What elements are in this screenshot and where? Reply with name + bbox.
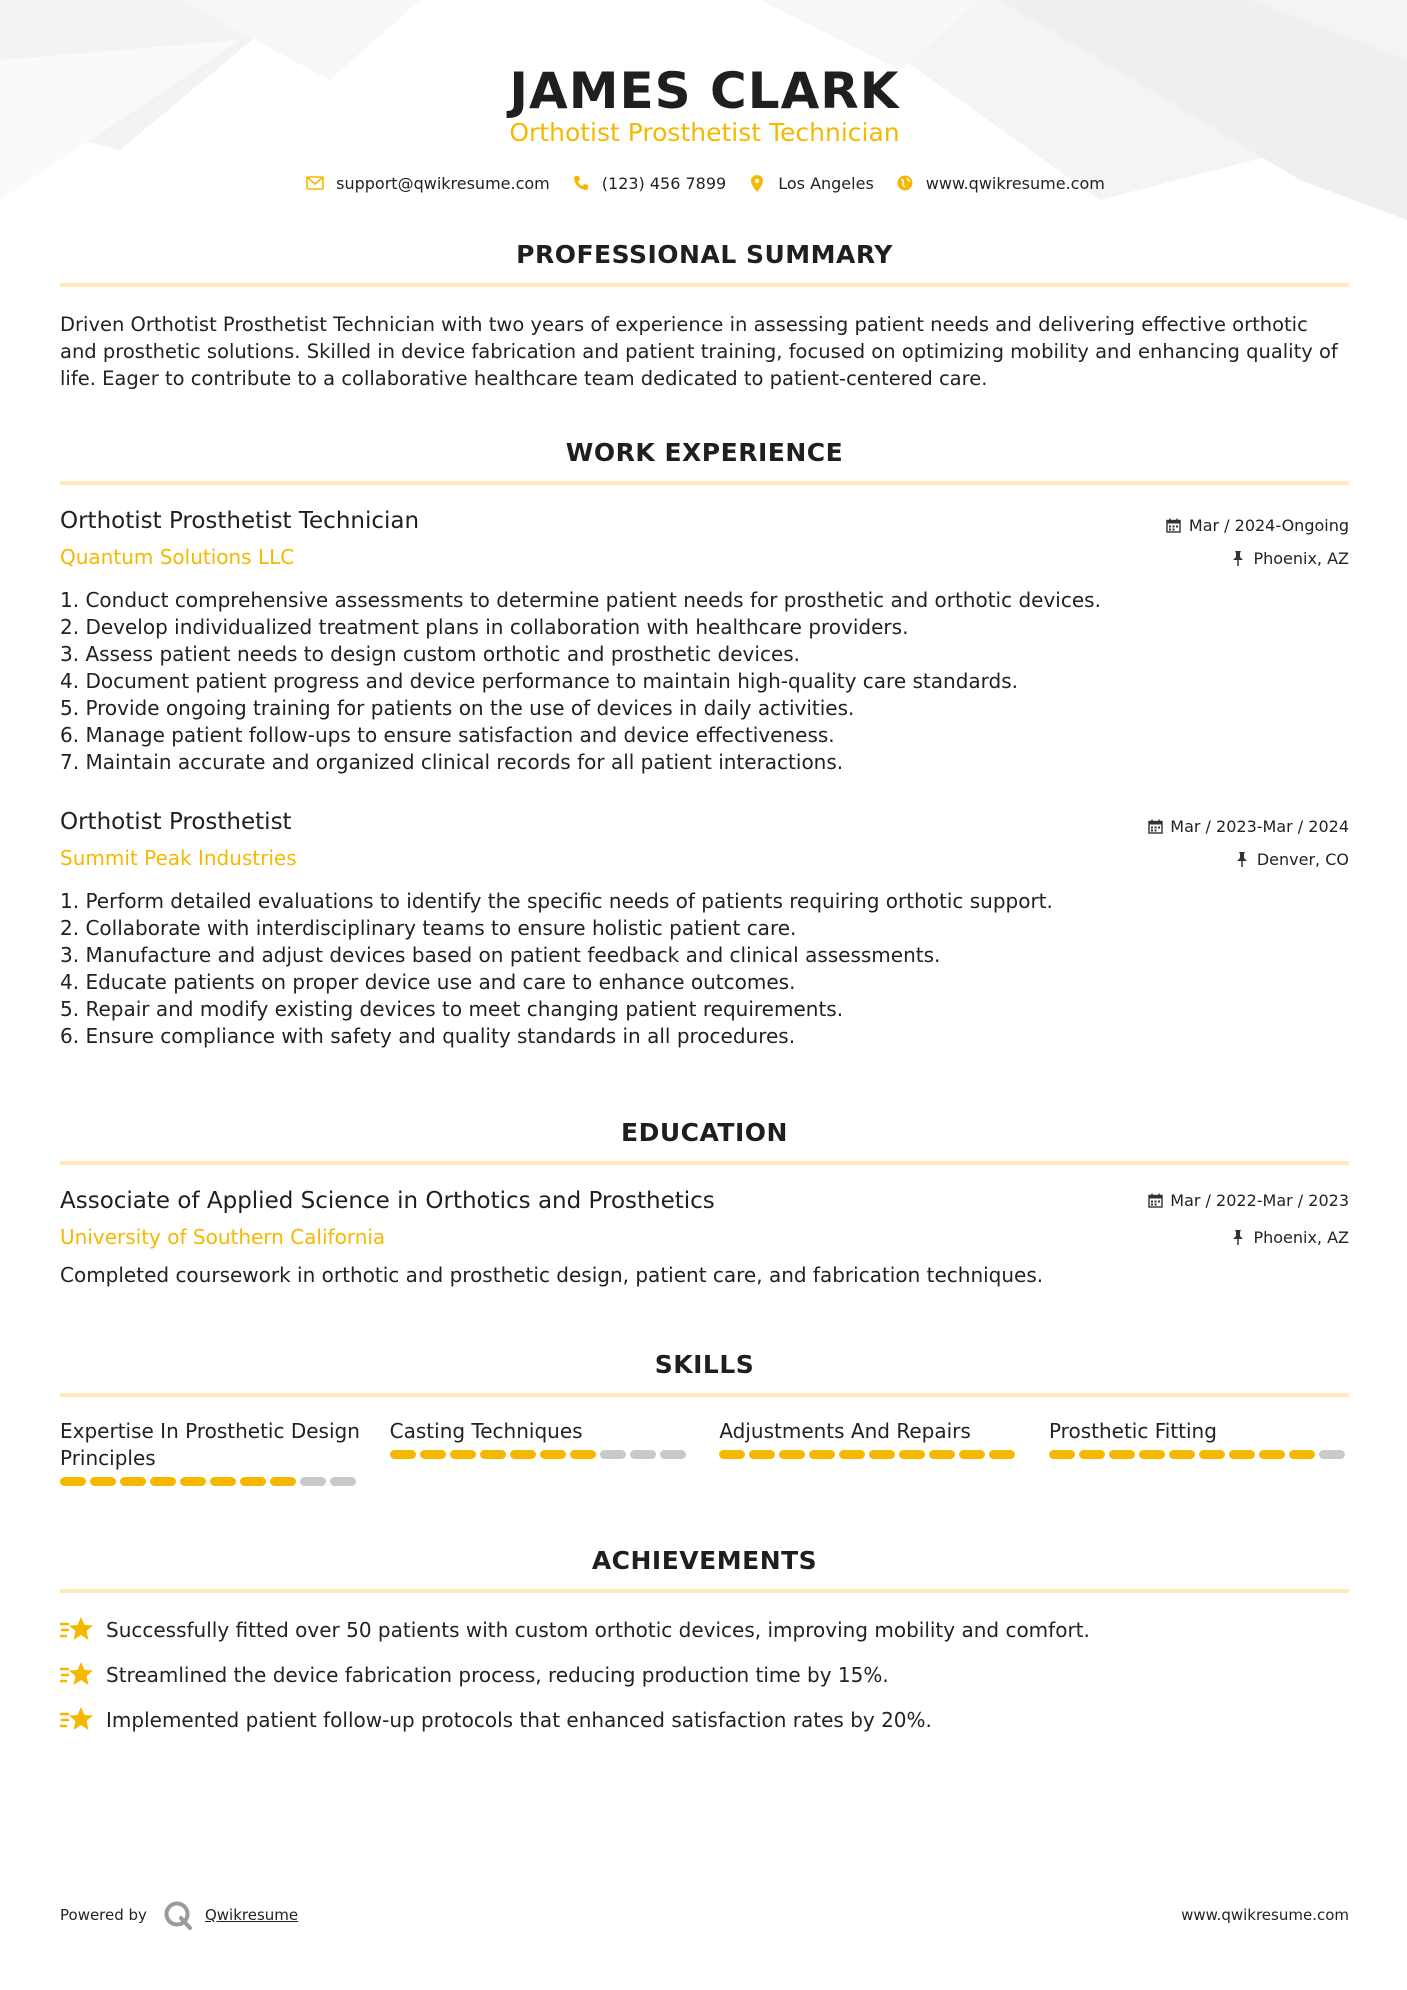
rating-dot-filled	[150, 1477, 176, 1486]
contact-website-text: www.qwikresume.com	[925, 173, 1105, 193]
skills-divider	[60, 1393, 1349, 1397]
rating-dot-filled	[210, 1477, 236, 1486]
job-date-text: Mar / 2023-Mar / 2024	[1170, 817, 1349, 836]
phone-icon	[570, 172, 592, 194]
achievement-item	[60, 1705, 1349, 1735]
achievement-text: Implemented patient follow-up protocols that enhanced satisfaction rates by 20%.	[106, 1708, 932, 1732]
rating-dot-filled	[1229, 1450, 1255, 1459]
list-item: 6. Ensure compliance with safety and quality standards in all procedures.	[60, 1024, 796, 1048]
job-location	[1229, 549, 1349, 568]
rating-dot-filled	[1139, 1450, 1165, 1459]
contact-location	[746, 172, 874, 194]
job-company: Summit Peak Industries	[60, 846, 297, 870]
achievement-text: Streamlined the device fabrication process, reducing production time by 15%.	[106, 1663, 889, 1687]
rating-dot-empty	[660, 1450, 686, 1459]
list-item: 3. Manufacture and adjust devices based on patient feedback and clinical assessments.	[60, 943, 941, 967]
rating-dot-empty	[330, 1477, 356, 1486]
rating-dot-filled	[869, 1450, 895, 1459]
rating-dot-filled	[390, 1450, 416, 1459]
qwikresume-link[interactable]: Qwikresume	[204, 1906, 299, 1924]
job-location-text: Phoenix, AZ	[1253, 549, 1349, 568]
education-school: University of Southern California	[60, 1225, 386, 1249]
rating-dot-filled	[929, 1450, 955, 1459]
candidate-title: Orthotist Prosthetist Technician	[509, 118, 900, 147]
list-item: 6. Manage patient follow-ups to ensure satisfaction and device effectiveness.	[60, 723, 835, 747]
calendar-icon	[1146, 1192, 1164, 1210]
job-responsibilities	[60, 888, 1349, 1050]
skills-heading: SKILLS	[654, 1350, 755, 1379]
contact-email-text: support@qwikresume.com	[336, 173, 550, 193]
education-date	[1146, 1191, 1349, 1210]
rating-dot-filled	[1109, 1450, 1135, 1459]
rating-dot-filled	[1289, 1450, 1315, 1459]
job-responsibilities	[60, 587, 1349, 776]
skill-name: Prosthetic Fitting	[1048, 1419, 1217, 1443]
star-icon	[60, 1660, 94, 1690]
rating-dot-filled	[270, 1477, 296, 1486]
education-divider	[60, 1161, 1349, 1165]
achievement-text: Successfully fitted over 50 patients with custom orthotic devices, improving mobility and comfort.	[106, 1618, 1090, 1642]
rating-dot-filled	[1079, 1450, 1105, 1459]
rating-dot-filled	[450, 1450, 476, 1459]
calendar-icon	[1146, 818, 1164, 836]
rating-dot-filled	[719, 1450, 745, 1459]
summary-divider	[60, 283, 1349, 287]
pushpin-icon	[1233, 851, 1251, 869]
list-item: 5. Repair and modify existing devices to meet changing patient requirements.	[60, 997, 844, 1021]
list-item: 7. Maintain accurate and organized clinical records for all patient interactions.	[60, 750, 844, 774]
pushpin-icon	[1229, 1229, 1247, 1247]
pushpin-icon	[1229, 550, 1247, 568]
rating-dot-filled	[90, 1477, 116, 1486]
rating-dot-filled	[180, 1477, 206, 1486]
job-company: Quantum Solutions LLC	[60, 545, 295, 569]
resume-page	[60, 0, 1349, 1990]
envelope-icon	[304, 172, 326, 194]
job-location	[1233, 850, 1349, 869]
education-location	[1229, 1228, 1349, 1247]
rating-dot-filled	[510, 1450, 536, 1459]
rating-dot-filled	[420, 1450, 446, 1459]
summary-heading: PROFESSIONAL SUMMARY	[516, 240, 893, 269]
contact-location-text: Los Angeles	[778, 173, 874, 193]
rating-dot-empty	[600, 1450, 626, 1459]
experience-divider	[60, 481, 1349, 485]
rating-dot-filled	[779, 1450, 805, 1459]
education-heading: EDUCATION	[621, 1118, 788, 1147]
list-item: 1. Conduct comprehensive assessments to determine patient needs for prosthetic and orthotic devices.	[60, 588, 1101, 612]
education-degree: Associate of Applied Science in Orthotics and Prosthetics	[60, 1188, 715, 1214]
rating-dot-filled	[1169, 1450, 1195, 1459]
rating-dot-empty	[1319, 1450, 1345, 1459]
job-date	[1146, 817, 1349, 836]
contact-website[interactable]	[894, 172, 1105, 194]
job-title: Orthotist Prosthetist	[60, 809, 292, 835]
education-location-text: Phoenix, AZ	[1253, 1228, 1349, 1247]
list-item: 2. Collaborate with interdisciplinary teams to ensure holistic patient care.	[60, 916, 797, 940]
rating-dot-filled	[959, 1450, 985, 1459]
education-date-text: Mar / 2022-Mar / 2023	[1170, 1191, 1349, 1210]
rating-dot-filled	[989, 1450, 1015, 1459]
list-item: 1. Perform detailed evaluations to identify the specific needs of patients requiring orthotic support.	[60, 889, 1053, 913]
skill-rating	[60, 1477, 360, 1486]
rating-dot-filled	[120, 1477, 146, 1486]
rating-dot-empty	[300, 1477, 326, 1486]
rating-dot-empty	[630, 1450, 656, 1459]
rating-dot-filled	[480, 1450, 506, 1459]
footer-website[interactable]: www.qwikresume.com	[1181, 1906, 1349, 1924]
rating-dot-filled	[60, 1477, 86, 1486]
achievements-divider	[60, 1589, 1349, 1593]
rating-dot-filled	[749, 1450, 775, 1459]
skill-name: Adjustments And Repairs	[719, 1419, 971, 1443]
rating-dot-filled	[1049, 1450, 1075, 1459]
candidate-name: JAMES CLARK	[509, 62, 900, 120]
list-item: 4. Educate patients on proper device use and care to enhance outcomes.	[60, 970, 796, 994]
star-icon	[60, 1615, 94, 1645]
job-title: Orthotist Prosthetist Technician	[60, 508, 420, 534]
rating-dot-filled	[570, 1450, 596, 1459]
footer-powered-by	[60, 1900, 298, 1930]
skill-item	[60, 1418, 360, 1486]
contact-bar	[60, 172, 1349, 194]
globe-icon	[894, 172, 916, 194]
skill-name: Casting Techniques	[389, 1419, 583, 1443]
star-icon	[60, 1705, 94, 1735]
rating-dot-filled	[1259, 1450, 1285, 1459]
map-pin-icon	[746, 172, 768, 194]
job-location-text: Denver, CO	[1256, 850, 1349, 869]
skills-list	[60, 1418, 1349, 1486]
experience-heading: WORK EXPERIENCE	[565, 438, 844, 467]
achievements-heading: ACHIEVEMENTS	[591, 1546, 818, 1575]
job-date	[1165, 516, 1349, 535]
skill-name: Expertise In Prosthetic Design Principles	[60, 1419, 360, 1470]
skill-item	[719, 1418, 1019, 1486]
education-description: Completed coursework in orthotic and prosthetic design, patient care, and fabrication techniques.	[60, 1263, 1044, 1287]
list-item: 5. Provide ongoing training for patients on the use of devices in daily activities.	[60, 696, 855, 720]
contact-phone-text: (123) 456 7899	[601, 173, 727, 193]
job-date-text: Mar / 2024-Ongoing	[1188, 516, 1349, 535]
skill-rating	[390, 1450, 690, 1459]
skill-rating	[1049, 1450, 1349, 1459]
rating-dot-filled	[839, 1450, 865, 1459]
achievement-item	[60, 1660, 1349, 1690]
contact-phone[interactable]	[570, 172, 726, 194]
rating-dot-filled	[899, 1450, 925, 1459]
powered-by-label: Powered by	[60, 1906, 147, 1924]
contact-email[interactable]	[304, 172, 550, 194]
rating-dot-filled	[1199, 1450, 1225, 1459]
skill-item	[390, 1418, 690, 1486]
list-item: 4. Document patient progress and device performance to maintain high-quality care standards.	[60, 669, 1018, 693]
qwikresume-logo-icon	[163, 1900, 193, 1930]
calendar-icon	[1165, 517, 1183, 535]
rating-dot-filled	[809, 1450, 835, 1459]
achievement-item	[60, 1615, 1349, 1645]
skill-rating	[719, 1450, 1019, 1459]
list-item: 2. Develop individualized treatment plans in collaboration with healthcare providers.	[60, 615, 909, 639]
rating-dot-filled	[540, 1450, 566, 1459]
summary-text: Driven Orthotist Prosthetist Technician with two years of experience in assessing patient needs and delivering effective orthotic and prosthetic solutions. Skilled in device fabrication and patient training, focused on optimizing mobility and enhancing quality of life. Eager to contribute to a collaborative healthcare team dedicated to patient-centered care.	[60, 313, 1338, 390]
list-item: 3. Assess patient needs to design custom orthotic and prosthetic devices.	[60, 642, 801, 666]
rating-dot-filled	[240, 1477, 266, 1486]
skill-item	[1049, 1418, 1349, 1486]
